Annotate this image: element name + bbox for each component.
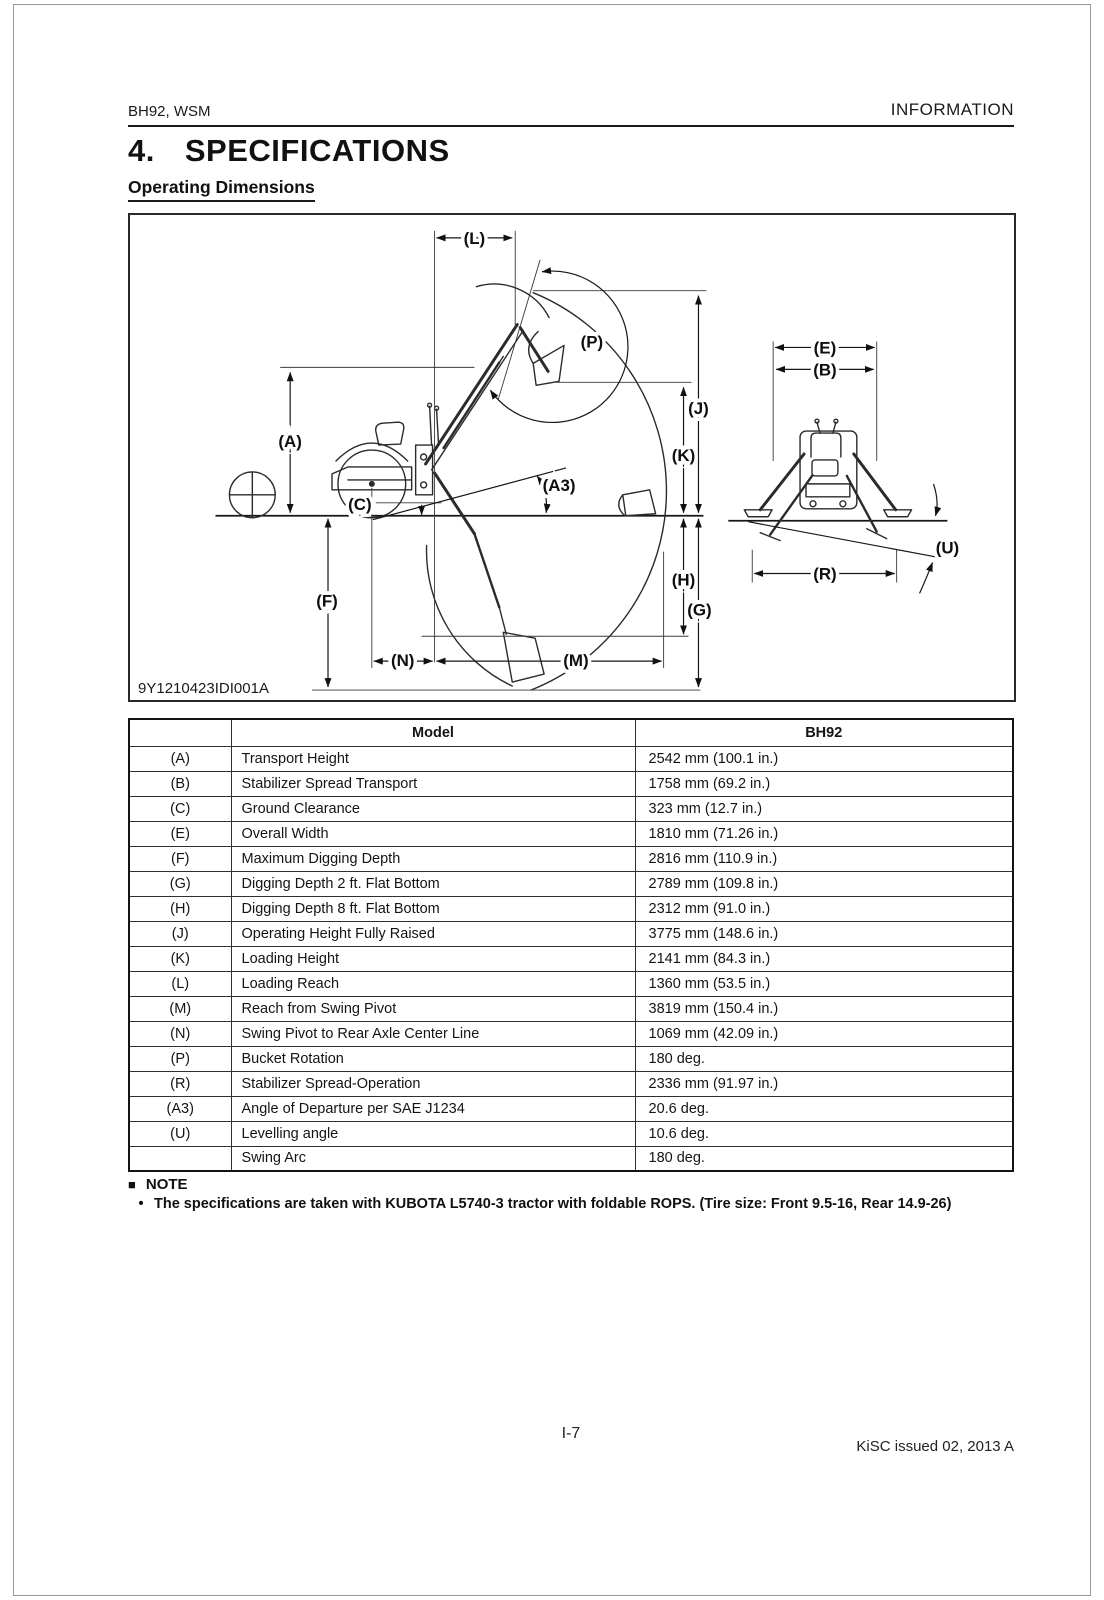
rear-view-drawing [728, 419, 947, 540]
spec-key-cell: (A3) [129, 1096, 231, 1121]
spec-key-cell: (K) [129, 946, 231, 971]
table-row [129, 896, 1013, 921]
spec-model-cell: Stabilizer Spread-Operation [231, 1071, 635, 1096]
table-row [129, 821, 1013, 846]
spec-value-cell: 3775 mm (148.6 in.) [635, 921, 1013, 946]
spec-key-cell: (R) [129, 1071, 231, 1096]
seat [376, 422, 404, 445]
table-row [129, 1096, 1013, 1121]
dim-label-J: (J) [688, 399, 709, 419]
table-row [129, 921, 1013, 946]
dim-label-U: (U) [935, 538, 960, 558]
side-view-drawing [215, 260, 703, 690]
figure-code: 9Y1210423IDI001A [138, 680, 269, 697]
dim-label-B: (B) [813, 360, 837, 380]
table-row [129, 871, 1013, 896]
spec-model-cell: Digging Depth 2 ft. Flat Bottom [231, 871, 635, 896]
spec-model-cell: Angle of Departure per SAE J1234 [231, 1096, 635, 1121]
issue-stamp: KiSC issued 02, 2013 A [856, 1438, 1014, 1455]
header-rule [128, 125, 1014, 127]
spec-key-cell: (M) [129, 996, 231, 1021]
spec-model-cell: Operating Height Fully Raised [231, 921, 635, 946]
rear-fender [336, 443, 408, 461]
dim-label-A3: (A3) [542, 475, 576, 495]
digging-boom [435, 473, 475, 534]
dim-label-E: (E) [813, 338, 837, 358]
bucket-raised [529, 332, 564, 386]
table-row [129, 1046, 1013, 1071]
side-view-dimensions [278, 229, 711, 690]
spec-key-cell: (E) [129, 821, 231, 846]
seat-rear [812, 460, 838, 476]
spec-value-cell: 2312 mm (91.0 in.) [635, 896, 1013, 921]
spec-value-cell: 1758 mm (69.2 in.) [635, 771, 1013, 796]
spec-key-cell: (L) [129, 971, 231, 996]
header-section-ref: INFORMATION [890, 100, 1014, 119]
rear-view-dimensions [748, 338, 959, 593]
table-header-row [129, 719, 1013, 746]
spec-value-cell: 180 deg. [635, 1146, 1013, 1171]
spec-key-cell: (U) [129, 1121, 231, 1146]
dim-label-R: (R) [813, 564, 837, 584]
spec-model-cell: Transport Height [231, 746, 635, 771]
dim-label-M: (M) [563, 651, 589, 671]
spec-value-cell: 2336 mm (91.97 in.) [635, 1071, 1013, 1096]
spec-model-cell: Bucket Rotation [231, 1046, 635, 1071]
spec-key-cell: (F) [129, 846, 231, 871]
spec-key-cell: (P) [129, 1046, 231, 1071]
spec-value-cell: 2789 mm (109.8 in.) [635, 871, 1013, 896]
spec-key-cell: (N) [129, 1021, 231, 1046]
spec-value-cell: 1360 mm (53.5 in.) [635, 971, 1013, 996]
note-text: The specifications are taken with KUBOTA L5740-3 tractor with foldable ROPS. (Tire size: Front 9.5-16, Rear 14.9-26) [154, 1196, 952, 1212]
table-row [129, 1121, 1013, 1146]
stabilizer-left-operation [770, 476, 812, 535]
spec-model-cell: Swing Arc [231, 1146, 635, 1171]
section-subtitle: Operating Dimensions [128, 177, 315, 202]
spec-key-cell: (J) [129, 921, 231, 946]
spec-model-cell: Digging Depth 8 ft. Flat Bottom [231, 896, 635, 921]
header-model-ref: BH92, WSM [128, 103, 211, 120]
table-row [129, 1021, 1013, 1046]
operating-dimensions-diagram [130, 215, 1012, 696]
spec-model-cell: Ground Clearance [231, 796, 635, 821]
bucket-at-grade [619, 490, 656, 516]
dim-label-P: (P) [580, 332, 604, 352]
spec-value-cell: 1069 mm (42.09 in.) [635, 1021, 1013, 1046]
bucket-digging [503, 632, 544, 682]
table-row [129, 746, 1013, 771]
table-row [129, 1071, 1013, 1096]
spec-model-cell: Reach from Swing Pivot [231, 996, 635, 1021]
spec-value-cell: 1810 mm (71.26 in.) [635, 821, 1013, 846]
spec-model-cell: Overall Width [231, 821, 635, 846]
spec-value-cell: 20.6 deg. [635, 1096, 1013, 1121]
table-row [129, 846, 1013, 871]
spec-value-cell: 3819 mm (150.4 in.) [635, 996, 1013, 1021]
stabilizer-left-transport [760, 454, 804, 510]
dim-label-K: (K) [671, 445, 696, 465]
spec-value-cell: 10.6 deg. [635, 1121, 1013, 1146]
spec-value-cell: 180 deg. [635, 1046, 1013, 1071]
boom [426, 325, 518, 464]
page-title-number: 4. [128, 133, 155, 168]
table-row [129, 971, 1013, 996]
table-row [129, 796, 1013, 821]
note-square-icon: ■ [128, 1177, 136, 1192]
operating-dimensions-figure [128, 213, 1016, 702]
document-header [128, 100, 1014, 120]
bullet-icon: • [138, 1196, 144, 1212]
spec-model-cell: Loading Height [231, 946, 635, 971]
table-row [129, 771, 1013, 796]
spec-key-cell: (A) [129, 746, 231, 771]
dim-label-N: (N) [390, 651, 415, 671]
stabilizer-right-operation [847, 476, 877, 532]
spec-model-cell: Stabilizer Spread Transport [231, 771, 635, 796]
header-value-cell: BH92 [635, 719, 1013, 746]
note-title-row [128, 1176, 1014, 1193]
note-section [128, 1176, 1014, 1212]
dim-label-G: (G) [687, 600, 712, 620]
note-title: NOTE [145, 1176, 188, 1193]
dim-label-L: (L) [463, 228, 486, 248]
page-title [128, 133, 450, 169]
specifications-table [128, 718, 1014, 1172]
spec-model-cell: Levelling angle [231, 1121, 635, 1146]
dim-label-F: (F) [316, 591, 338, 611]
header-key-cell [129, 719, 231, 746]
table-row [129, 1146, 1013, 1171]
rops [811, 433, 841, 457]
dim-label-H: (H) [671, 570, 696, 590]
spec-key-cell: (C) [129, 796, 231, 821]
dim-label-A: (A) [278, 432, 302, 452]
spec-value-cell: 2141 mm (84.3 in.) [635, 946, 1013, 971]
spec-value-cell: 323 mm (12.7 in.) [635, 796, 1013, 821]
spec-model-cell: Maximum Digging Depth [231, 846, 635, 871]
table-row [129, 946, 1013, 971]
spec-value-cell: 2816 mm (110.9 in.) [635, 846, 1013, 871]
spec-key-cell: (H) [129, 896, 231, 921]
spec-model-cell: Loading Reach [231, 971, 635, 996]
spec-model-cell: Swing Pivot to Rear Axle Center Line [231, 1021, 635, 1046]
spec-key-cell [129, 1146, 231, 1171]
page-number: I-7 [561, 1425, 581, 1442]
dipper-stick [520, 328, 548, 372]
table-row [129, 996, 1013, 1021]
note-bullet-row [128, 1196, 1014, 1212]
header-model-cell: Model [231, 719, 635, 746]
page-title-text: SPECIFICATIONS [184, 133, 450, 168]
spec-key-cell: (B) [129, 771, 231, 796]
spec-key-cell: (G) [129, 871, 231, 896]
dim-label-C: (C) [348, 494, 372, 514]
spec-value-cell: 2542 mm (100.1 in.) [635, 746, 1013, 771]
